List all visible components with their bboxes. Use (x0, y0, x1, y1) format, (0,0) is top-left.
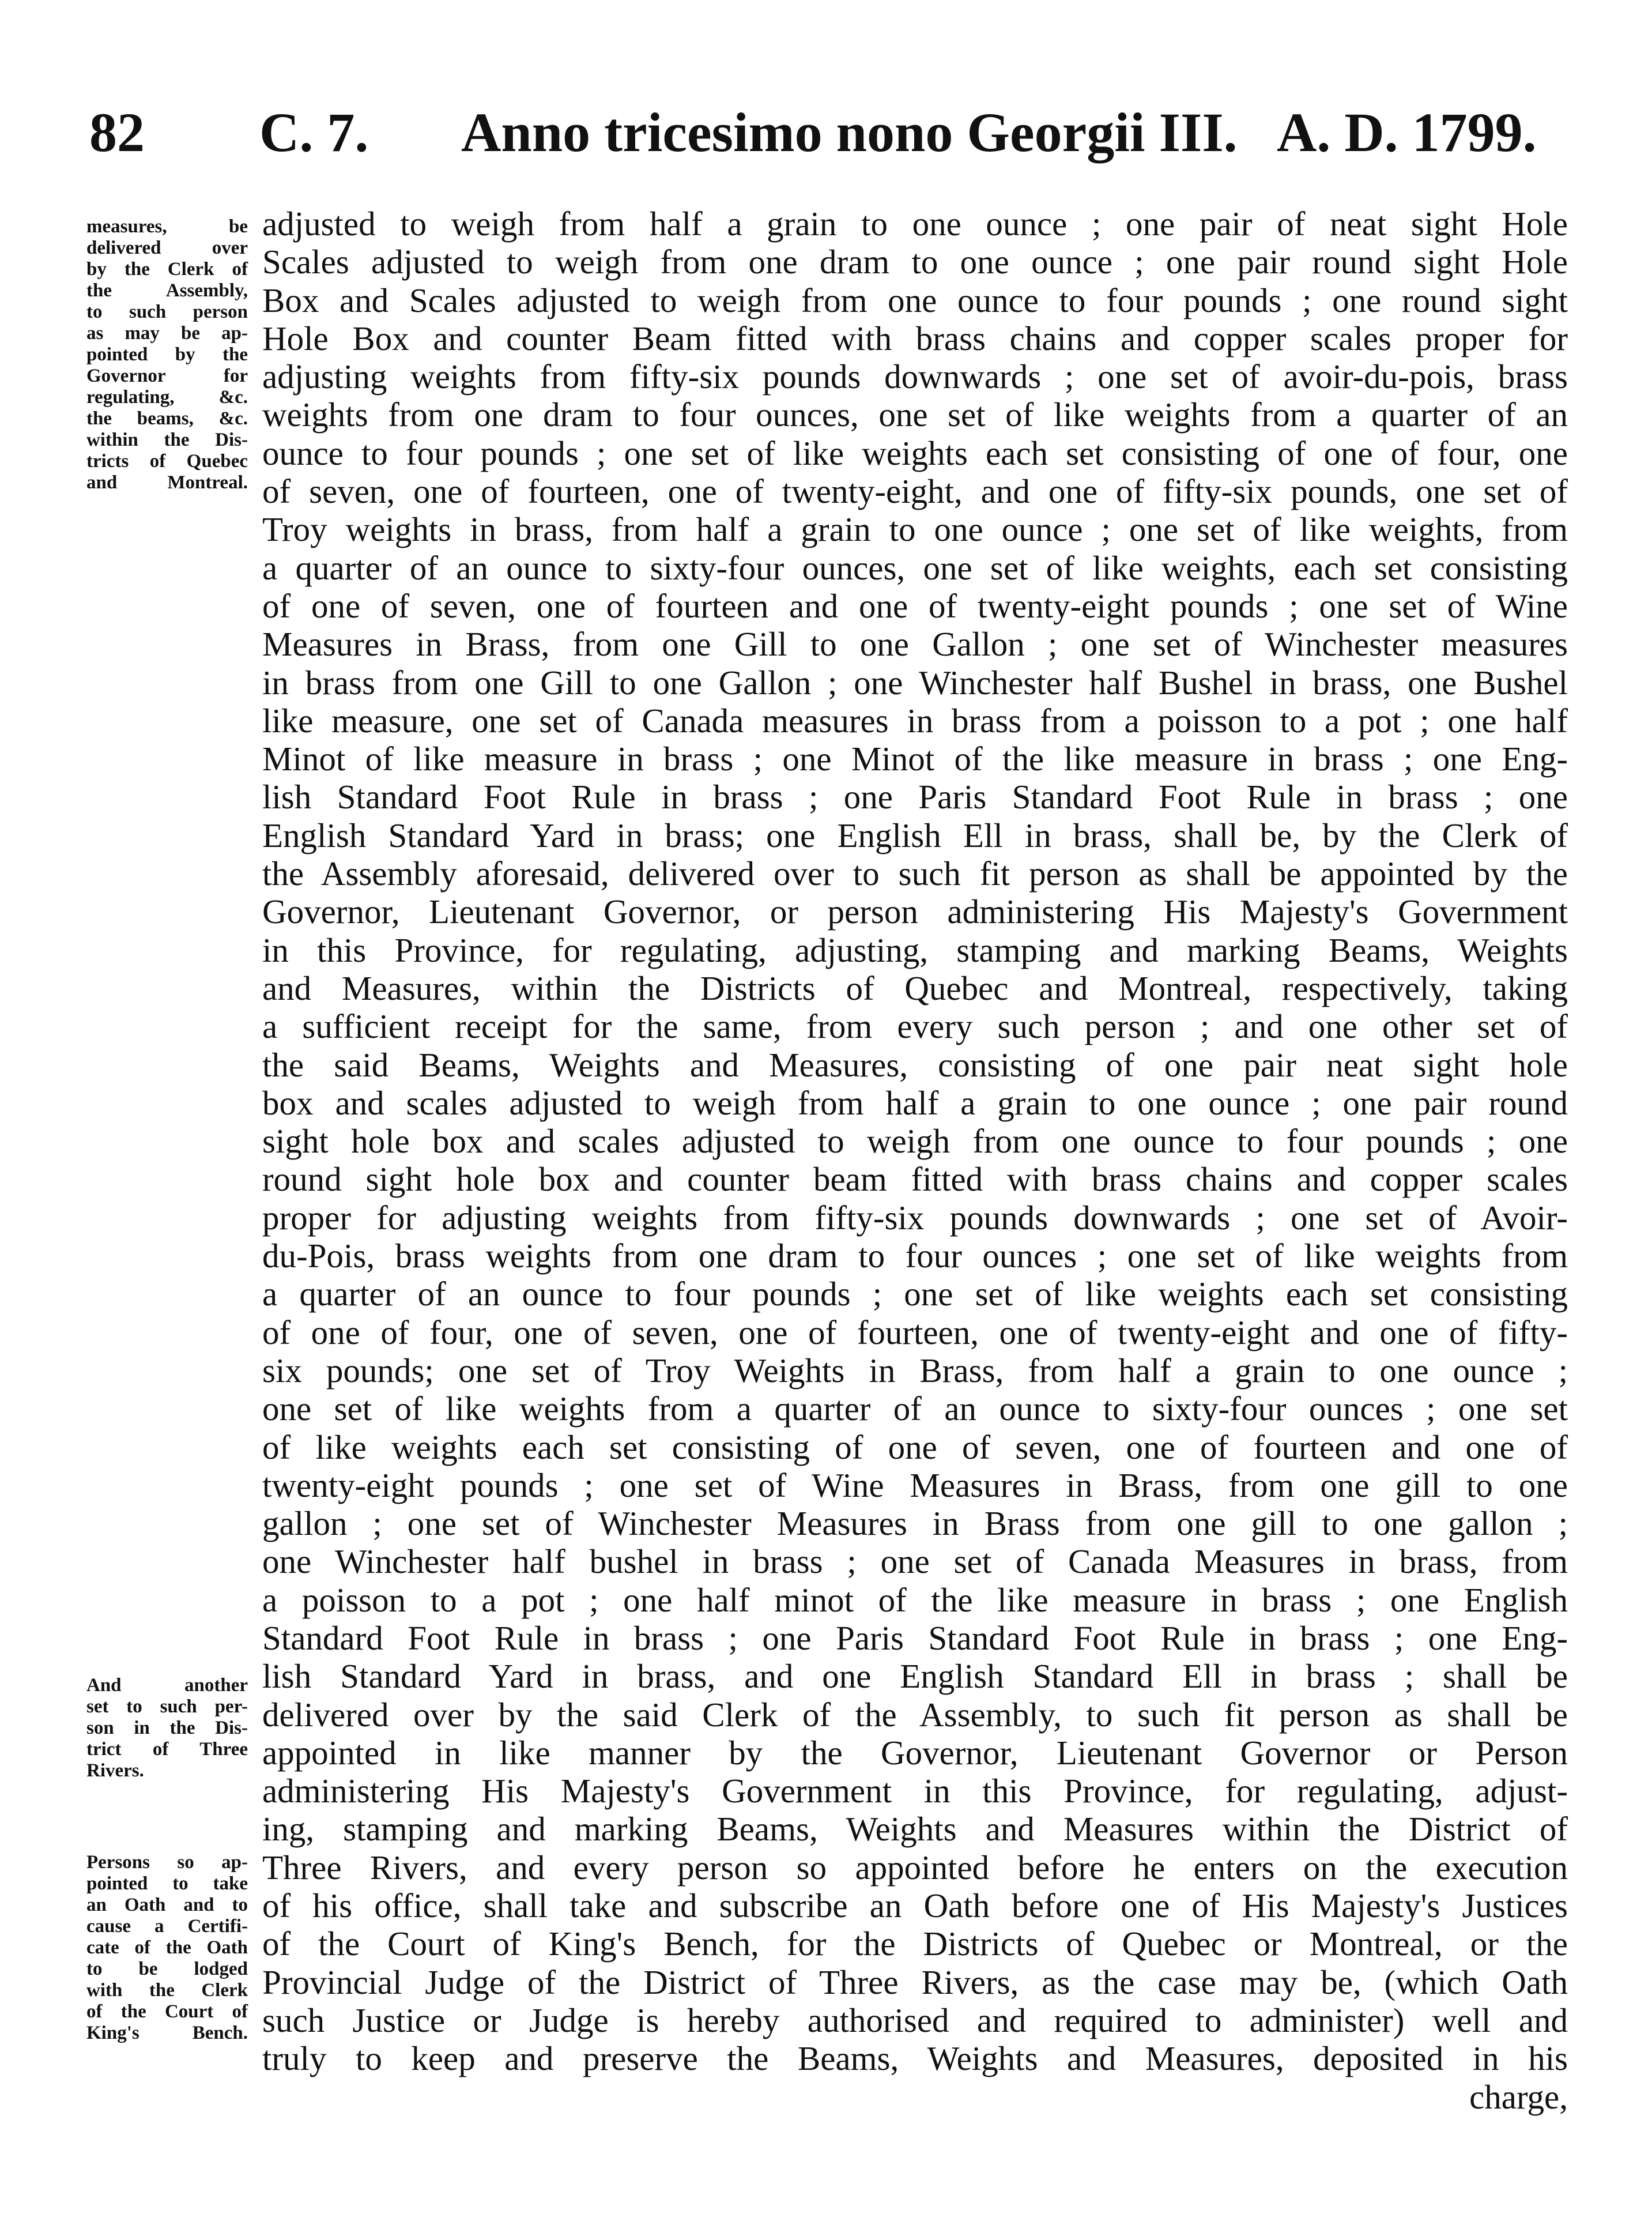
body-line: Box and Scales adjusted to weigh from one ounce to four pounds ; one round sight (262, 281, 1568, 319)
body-line: and Measures, within the Districts of Quebec and Montreal, respectively, taking (262, 969, 1568, 1007)
margin-note-line: as may be ap- (86, 323, 248, 344)
body-line: one Winchester half bushel in brass ; one set of Canada Measures in brass, from (262, 1542, 1568, 1581)
body-line: charge, (1469, 2077, 1568, 2116)
margin-note-line: to such person (86, 302, 248, 322)
page-number: 82 (89, 101, 145, 163)
margin-note-line: to be lodged (86, 1959, 248, 1979)
body-line: box and scales adjusted to weigh from half a grain to one ounce ; one pair round (262, 1083, 1568, 1122)
body-line: sight hole box and scales adjusted to weigh from one ounce to four pounds ; one (262, 1122, 1568, 1161)
margin-note-line: measures, be (86, 216, 248, 237)
margin-note-line: the beams, &c. (86, 408, 248, 429)
body-line: adjusting weights from fifty-six pounds downwards ; one set of avoir-du-pois, brass (262, 357, 1568, 396)
margin-note-line: by the Clerk of (86, 259, 248, 280)
body-line: delivered over by the said Clerk of the Assembly, to such fit person as shall be (262, 1695, 1568, 1734)
body-line: Troy weights in brass, from half a grain to one ounce ; one set of like weights, from (262, 510, 1568, 549)
body-line: weights from one dram to four ounces, one set of like weights from a quarter of an (262, 396, 1568, 434)
margin-note-oath (86, 1852, 248, 2044)
margin-note-line: set to such per- (86, 1696, 248, 1717)
body-line: twenty-eight pounds ; one set of Wine Measures in Brass, from one gill to one (262, 1466, 1568, 1504)
margin-note-line: Persons so ap- (86, 1852, 248, 1873)
body-line: gallon ; one set of Winchester Measures in Brass from one gill to one gallon ; (262, 1504, 1568, 1543)
body-line: six pounds; one set of Troy Weights in Brass, from half a grain to one ounce ; (262, 1351, 1568, 1390)
margin-note-three-rivers (86, 1675, 248, 1782)
body-line: Measures in Brass, from one Gill to one Gallon ; one set of Winchester measures (262, 625, 1568, 664)
body-line: ing, stamping and marking Beams, Weights and Measures within the District of (262, 1810, 1568, 1848)
margin-note-line: and Montreal. (86, 472, 248, 493)
body-line: Three Rivers, and every person so appointed before he enters on the execution (262, 1848, 1568, 1887)
body-line: adjusted to weigh from half a grain to one ounce ; one pair of neat sight Hole (262, 205, 1568, 243)
margin-note-measures-delivered (86, 216, 248, 494)
year-label: A. D. 1799. (1277, 101, 1537, 163)
body-line: such Justice or Judge is hereby authorised and required to administer) well and (262, 2001, 1568, 2039)
body-line: the said Beams, Weights and Measures, consisting of one pair neat sight hole (262, 1045, 1568, 1084)
margin-note-line: cause a Certifi- (86, 1916, 248, 1937)
chapter-number: C. 7. (259, 101, 369, 163)
body-line: a quarter of an ounce to four pounds ; one set of like weights each set consisting (262, 1275, 1568, 1313)
margin-note-line: tricts of Quebec (86, 451, 248, 472)
body-line: Standard Foot Rule in brass ; one Paris Standard Foot Rule in brass ; one Eng- (262, 1618, 1568, 1657)
body-line: truly to keep and preserve the Beams, Weights and Measures, deposited in his (262, 2039, 1568, 2078)
margin-note-line: within the Dis- (86, 430, 248, 450)
body-line: a poisson to a pot ; one half minot of the like measure in brass ; one English (262, 1580, 1568, 1619)
body-line: Provincial Judge of the District of Three Rivers, as the case may be, (which Oath (262, 1963, 1568, 2001)
margin-note-line: And another (86, 1675, 248, 1696)
margin-note-line: pointed to take (86, 1873, 248, 1894)
body-line: of his office, shall take and subscribe an Oath before one of His Majesty's Justices (262, 1887, 1568, 1925)
body-line: of like weights each set consisting of one of seven, one of fourteen and one of (262, 1428, 1568, 1466)
margin-note-line: cate of the Oath (86, 1937, 248, 1958)
body-line: ounce to four pounds ; one set of like weights each set consisting of one of four, one (262, 434, 1568, 472)
body-line: round sight hole box and counter beam fitted with brass chains and copper scales (262, 1160, 1568, 1199)
body-line: administering His Majesty's Government in this Province, for regulating, adjust- (262, 1772, 1568, 1810)
margin-note-line: King's Bench. (86, 2023, 248, 2043)
body-line: in this Province, for regulating, adjusting, stamping and marking Beams, Weights (262, 931, 1568, 969)
body-line: of seven, one of fourteen, one of twenty-eight, and one of fifty-six pounds, one set of (262, 472, 1568, 511)
margin-note-line: delivered over (86, 238, 248, 258)
body-line: a quarter of an ounce to sixty-four ounces, one set of like weights, each set consisting (262, 548, 1568, 587)
running-header (0, 89, 1652, 176)
body-line: like measure, one set of Canada measures in brass from a poisson to a pot ; one half (262, 701, 1568, 740)
body-line: proper for adjusting weights from fifty-six pounds downwards ; one set of Avoir- (262, 1198, 1568, 1237)
body-line: English Standard Yard in brass; one English Ell in brass, shall be, by the Clerk of (262, 816, 1568, 854)
margin-note-line: Governor for (86, 366, 248, 386)
body-text (262, 205, 1568, 2116)
body-line: of the Court of King's Bench, for the Districts of Quebec or Montreal, or the (262, 1925, 1568, 1963)
margin-note-line: trict of Three (86, 1739, 248, 1760)
body-line: the Assembly aforesaid, delivered over to such fit person as shall be appointed by the (262, 854, 1568, 893)
body-line: du-Pois, brass weights from one dram to four ounces ; one set of like weights from (262, 1237, 1568, 1275)
body-line: of one of seven, one of fourteen and one of twenty-eight pounds ; one set of Wine (262, 586, 1568, 625)
margin-note-line: the Assembly, (86, 280, 248, 301)
margin-note-line: son in the Dis- (86, 1718, 248, 1738)
body-line: Governor, Lieutenant Governor, or person administering His Majesty's Government (262, 893, 1568, 931)
body-line: of one of four, one of seven, one of fourteen, one of twenty-eight and one of fifty- (262, 1313, 1568, 1351)
body-line: in brass from one Gill to one Gallon ; one Winchester half Bushel in brass, one Bushel (262, 663, 1568, 702)
margin-note-line: of the Court of (86, 2001, 248, 2022)
body-line: lish Standard Yard in brass, and one English Standard Ell in brass ; shall be (262, 1657, 1568, 1696)
margin-note-line: regulating, &c. (86, 387, 248, 408)
body-line: appointed in like manner by the Governor, Lieutenant Governor or Person (262, 1733, 1568, 1772)
margin-note-line: pointed by the (86, 344, 248, 365)
margin-note-line: with the Clerk (86, 1980, 248, 2001)
body-line: one set of like weights from a quarter of an ounce to sixty-four ounces ; one set (262, 1390, 1568, 1428)
body-line: Minot of like measure in brass ; one Minot of the like measure in brass ; one Eng- (262, 740, 1568, 778)
body-line: a sufficient receipt for the same, from every such person ; and one other set of (262, 1007, 1568, 1046)
body-line: Scales adjusted to weigh from one dram to one ounce ; one pair round sight Hole (262, 243, 1568, 281)
margin-note-line: an Oath and to (86, 1895, 248, 1915)
running-title: Anno tricesimo nono Georgii III. (461, 101, 1238, 163)
margin-note-line: Rivers. (86, 1760, 144, 1781)
body-line: lish Standard Foot Rule in brass ; one Paris Standard Foot Rule in brass ; one (262, 778, 1568, 816)
body-line: Hole Box and counter Beam fitted with brass chains and copper scales proper for (262, 319, 1568, 357)
